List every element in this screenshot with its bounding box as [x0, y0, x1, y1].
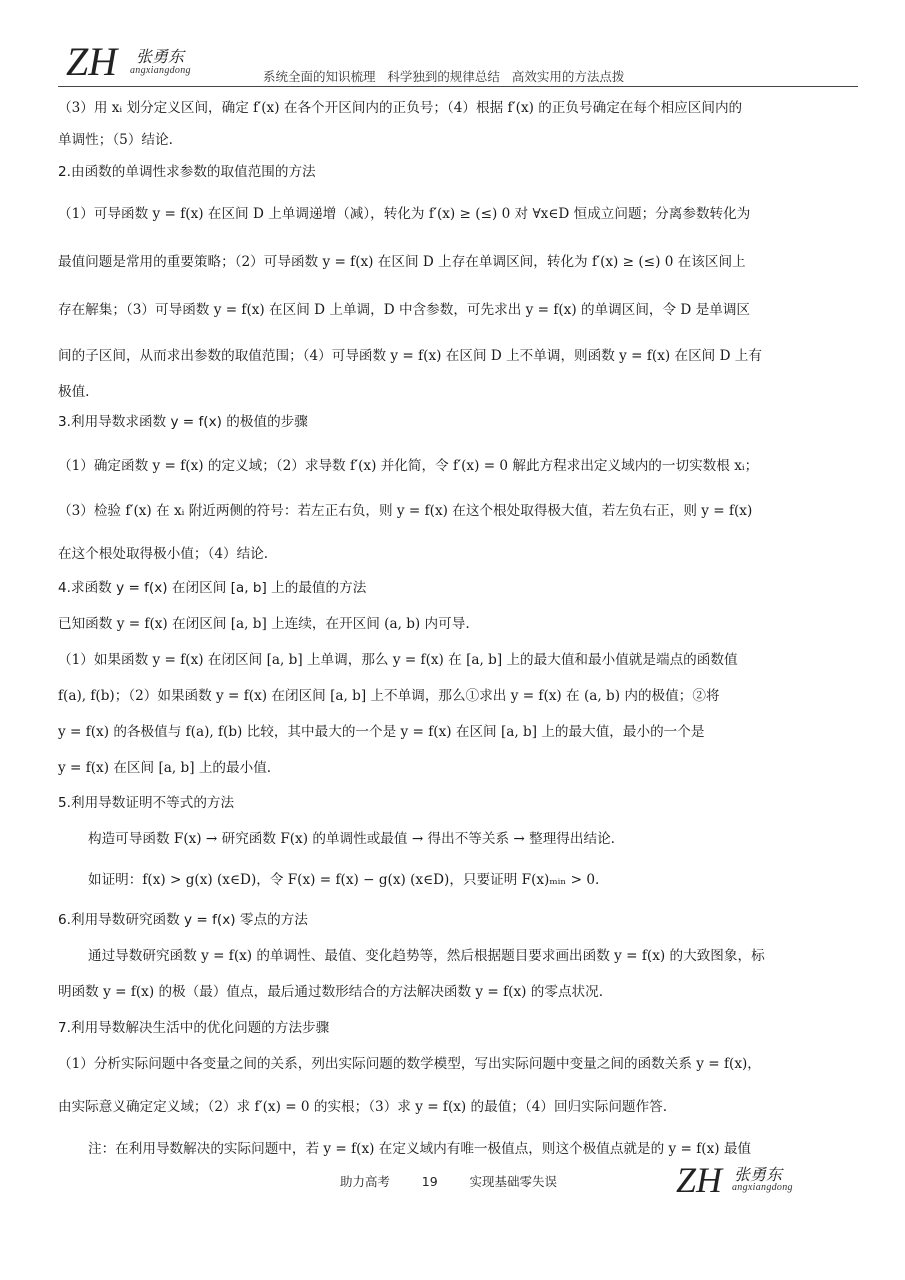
- text-line: （1）如果函数 y = f(x) 在闭区间 [a, b] 上单调，那么 y = f(x) 在 [a, b] 上的最大值和最小值就是端点的函数值: [58, 652, 738, 668]
- text-line: 注：在利用导数解决的实际问题中，若 y = f(x) 在定义域内有唯一极值点，则这个极值点就是的 y = f(x) 最值: [88, 1141, 752, 1157]
- section-heading: 2.由函数的单调性求参数的取值范围的方法: [58, 164, 316, 180]
- logo-subtitle: angxiangdong: [732, 1182, 793, 1193]
- text-line: （1）确定函数 y = f(x) 的定义域；（2）求导数 f′(x) 并化简，令 f′(x) = 0 解此方程求出定义域内的一切实数根 xᵢ；: [58, 458, 759, 474]
- section-heading: 6.利用导数研究函数 y = f(x) 零点的方法: [58, 912, 308, 928]
- text-line: （3）检验 f′(x) 在 xᵢ 附近两侧的符号：若左正右负，则 y = f(x) 在这个根处取得极大值，若左负右正，则 y = f(x): [58, 503, 753, 519]
- text-line: 单调性；（5）结论.: [58, 132, 173, 148]
- brand-logo: [58, 40, 218, 84]
- text-line: 通过导数研究函数 y = f(x) 的单调性、最值、变化趋势等，然后根据题目要求画出函数 y = f(x) 的大致图象，标: [88, 948, 765, 964]
- section-heading: 5.利用导数证明不等式的方法: [58, 795, 235, 811]
- text-line: 极值.: [58, 384, 90, 400]
- logo-signature: 张勇东: [136, 47, 185, 66]
- text-line: 明函数 y = f(x) 的极（最）值点，最后通过数形结合的方法解决函数 y = f(x) 的零点状况.: [58, 984, 604, 1000]
- page-footer: [0, 1160, 905, 1200]
- header-tagline: 系统全面的知识梳理 科学独到的规律总结 高效实用的方法点拨: [263, 69, 625, 84]
- text-line: f(a), f(b)；（2）如果函数 y = f(x) 在闭区间 [a, b] 上不单调，那么①求出 y = f(x) 在 (a, b) 内的极值；②将: [58, 688, 720, 704]
- text-line: 构造可导函数 F(x) → 研究函数 F(x) 的单调性或最值 → 得出不等关系 → 整理得出结论.: [88, 831, 616, 847]
- text-line: 在这个根处取得极小值；（4）结论.: [58, 546, 269, 562]
- text-line: 已知函数 y = f(x) 在闭区间 [a, b] 上连续，在开区间 (a, b) 内可导.: [58, 616, 470, 632]
- text-line: 最值问题是常用的重要策略；（2）可导函数 y = f(x) 在区间 D 上存在单调区间，转化为 f′(x) ≥ (≤) 0 在该区间上: [58, 254, 746, 270]
- header-divider: [58, 86, 858, 87]
- logo-zh: ZH: [66, 39, 118, 84]
- text-line: 如证明：f(x) > g(x) (x∈D)，令 F(x) = f(x) − g(x) (x∈D)，只要证明 F(x)ₘᵢₙ > 0.: [88, 872, 600, 888]
- text-line: y = f(x) 的各极值与 f(a), f(b) 比较，其中最大的一个是 y = f(x) 在区间 [a, b] 上的最大值，最小的一个是: [58, 724, 705, 740]
- logo-subtitle: angxiangdong: [130, 65, 191, 76]
- text-line: 间的子区间，从而求出参数的取值范围；（4）可导函数 y = f(x) 在区间 D 上不单调，则函数 y = f(x) 在区间 D 上有: [58, 348, 762, 364]
- text-line: y = f(x) 在区间 [a, b] 上的最小值.: [58, 760, 272, 776]
- section-heading: 3.利用导数求函数 y = f(x) 的极值的步骤: [58, 414, 308, 430]
- section-heading: 7.利用导数解决生活中的优化问题的方法步骤: [58, 1020, 330, 1036]
- footer-text: 助力高考 19 实现基础零失误: [340, 1174, 557, 1189]
- logo-zh: ZH: [676, 1160, 723, 1200]
- text-line: （1）可导函数 y = f(x) 在区间 D 上单调递增（减），转化为 f′(x) ≥ (≤) 0 对 ∀x∈D 恒成立问题；分离参数转化为: [58, 206, 751, 222]
- logo-signature: 张勇东: [734, 1165, 783, 1184]
- text-line: 存在解集；（3）可导函数 y = f(x) 在区间 D 上单调，D 中含参数，可先求出 y = f(x) 的单调区间，令 D 是单调区: [58, 302, 751, 318]
- text-line: （1）分析实际问题中各变量之间的关系，列出实际问题的数学模型，写出实际问题中变量之间的函数关系 y = f(x)，: [58, 1056, 761, 1072]
- footer-logo: [676, 1160, 826, 1200]
- page-header: [58, 40, 858, 88]
- section-heading: 4.求函数 y = f(x) 在闭区间 [a, b] 上的最值的方法: [58, 580, 367, 596]
- text-line: 由实际意义确定定义域；（2）求 f′(x) = 0 的实根；（3）求 y = f(x) 的最值；（4）回归实际问题作答.: [58, 1099, 668, 1115]
- text-line: （3）用 xᵢ 划分定义区间，确定 f′(x) 在各个开区间内的正负号；（4）根据 f′(x) 的正负号确定在每个相应区间内的: [58, 100, 743, 116]
